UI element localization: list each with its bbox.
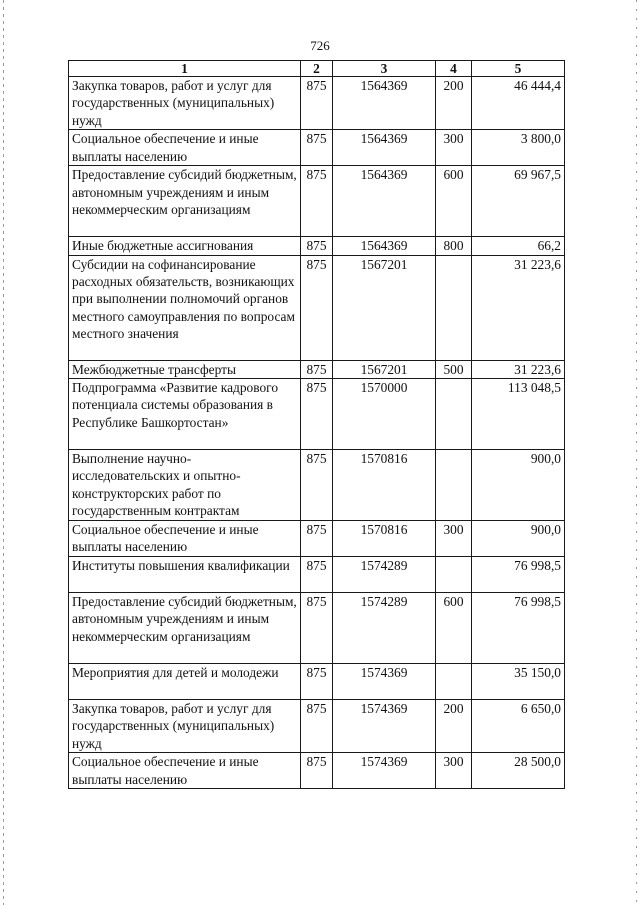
row-name: Институты повышения квалификации: [69, 557, 301, 593]
row-name: Предоставление субсидий бюджетным, автономным учреждениям и иным некоммерческим организациям: [69, 166, 301, 237]
page-number: 726: [310, 38, 330, 53]
row-amount: 3 800,0: [472, 130, 565, 166]
table-row: [69, 753, 565, 789]
row-target-code: 1574369: [333, 664, 436, 700]
row-ministry-code: 875: [301, 237, 333, 255]
row-target-code: 1570000: [333, 379, 436, 450]
header-col-3: 3: [333, 61, 436, 77]
row-ministry-code: 875: [301, 557, 333, 593]
row-amount: 113 048,5: [472, 379, 565, 450]
row-ministry-code: 875: [301, 593, 333, 664]
table-row: [69, 700, 565, 753]
row-name: Субсидии на софинансирование расходных обязательств, возникающих при выполнении полномочий органов местного самоуправления по вопросам местного значения: [69, 255, 301, 360]
scan-edge-left: [3, 0, 4, 905]
table-header-row: [69, 61, 565, 77]
table-row: [69, 664, 565, 700]
row-target-code: 1570816: [333, 450, 436, 521]
row-ministry-code: 875: [301, 664, 333, 700]
row-name: Выполнение научно-исследовательских и опытно-конструкторских работ по государственным контрактам: [69, 450, 301, 521]
row-target-code: 1567201: [333, 360, 436, 378]
row-expense-type: [436, 255, 472, 360]
row-name: Мероприятия для детей и молодежи: [69, 664, 301, 700]
row-ministry-code: 875: [301, 166, 333, 237]
row-name: Закупка товаров, работ и услуг для государственных (муниципальных) нужд: [69, 700, 301, 753]
header-col-4: 4: [436, 61, 472, 77]
row-ministry-code: 875: [301, 130, 333, 166]
row-ministry-code: 875: [301, 360, 333, 378]
row-expense-type: 500: [436, 360, 472, 378]
row-name: Закупка товаров, работ и услуг для государственных (муниципальных) нужд: [69, 77, 301, 130]
row-expense-type: [436, 450, 472, 521]
row-name: Социальное обеспечение и иные выплаты населению: [69, 753, 301, 789]
row-target-code: 1564369: [333, 237, 436, 255]
row-amount: 900,0: [472, 450, 565, 521]
row-ministry-code: 875: [301, 521, 333, 557]
row-target-code: 1574289: [333, 593, 436, 664]
row-target-code: 1574289: [333, 557, 436, 593]
table-row: [69, 557, 565, 593]
row-target-code: 1564369: [333, 130, 436, 166]
row-name: Социальное обеспечение и иные выплаты населению: [69, 521, 301, 557]
table-row: [69, 521, 565, 557]
row-amount: 46 444,4: [472, 77, 565, 130]
row-name: Социальное обеспечение и иные выплаты населению: [69, 130, 301, 166]
row-expense-type: [436, 664, 472, 700]
row-amount: 28 500,0: [472, 753, 565, 789]
table-row: [69, 130, 565, 166]
row-amount: 900,0: [472, 521, 565, 557]
table-row: [69, 593, 565, 664]
row-ministry-code: 875: [301, 450, 333, 521]
row-amount: 66,2: [472, 237, 565, 255]
row-amount: 31 223,6: [472, 360, 565, 378]
row-target-code: 1567201: [333, 255, 436, 360]
row-expense-type: [436, 379, 472, 450]
row-target-code: 1564369: [333, 166, 436, 237]
row-expense-type: 200: [436, 77, 472, 130]
row-expense-type: 200: [436, 700, 472, 753]
table-row: [69, 77, 565, 130]
row-expense-type: 600: [436, 166, 472, 237]
table-row: [69, 237, 565, 255]
scan-edge-right: [636, 0, 637, 905]
row-target-code: 1570816: [333, 521, 436, 557]
table-row: [69, 255, 565, 360]
header-col-1: 1: [69, 61, 301, 77]
budget-table: [68, 60, 565, 789]
row-ministry-code: 875: [301, 77, 333, 130]
table-row: [69, 166, 565, 237]
row-expense-type: [436, 557, 472, 593]
row-name: Межбюджетные трансферты: [69, 360, 301, 378]
row-amount: 31 223,6: [472, 255, 565, 360]
row-ministry-code: 875: [301, 700, 333, 753]
row-ministry-code: 875: [301, 379, 333, 450]
table-row: [69, 360, 565, 378]
row-name: Предоставление субсидий бюджетным, автономным учреждениям и иным некоммерческим организациям: [69, 593, 301, 664]
row-target-code: 1574369: [333, 700, 436, 753]
row-amount: 35 150,0: [472, 664, 565, 700]
row-target-code: 1564369: [333, 77, 436, 130]
row-amount: 76 998,5: [472, 593, 565, 664]
header-col-2: 2: [301, 61, 333, 77]
header-col-5: 5: [472, 61, 565, 77]
row-expense-type: 300: [436, 753, 472, 789]
row-ministry-code: 875: [301, 255, 333, 360]
row-amount: 69 967,5: [472, 166, 565, 237]
table-row: [69, 379, 565, 450]
row-target-code: 1574369: [333, 753, 436, 789]
row-expense-type: 600: [436, 593, 472, 664]
row-expense-type: 800: [436, 237, 472, 255]
row-name: Подпрограмма «Развитие кадрового потенциала системы образования в Республике Башкортостан»: [69, 379, 301, 450]
row-expense-type: 300: [436, 521, 472, 557]
row-ministry-code: 875: [301, 753, 333, 789]
row-expense-type: 300: [436, 130, 472, 166]
table-row: [69, 450, 565, 521]
row-amount: 6 650,0: [472, 700, 565, 753]
row-name: Иные бюджетные ассигнования: [69, 237, 301, 255]
row-amount: 76 998,5: [472, 557, 565, 593]
